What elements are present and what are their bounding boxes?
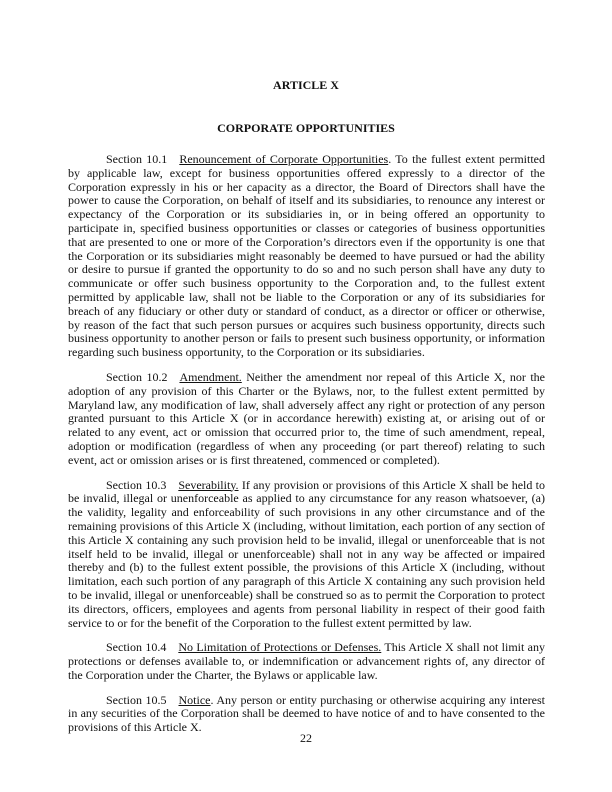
- section-paragraph: [68, 153, 545, 360]
- section-text: This Article X shall not limit any protections or defenses available to, or indemnification or advancement rights of, any director of the Corporation under the Charter, the Bylaws or applicable law.: [68, 640, 545, 682]
- section-heading: Severability.: [178, 477, 239, 492]
- section-paragraph: [68, 371, 545, 468]
- section-text: . Any person or entity purchasing or otherwise acquiring any interest in any securities of the Corporation shall be deemed to have notice of and to have consented to the provisions of this Article X.: [68, 692, 545, 735]
- section-label: Section 10.3: [106, 477, 167, 492]
- section-text: . To the fullest extent permitted by applicable law, except for business opportunities offered expressly to a director of the Corporation expressly in his or her capacity as a director, the Board of Directors shall have the power to cause the Corporation, on behalf of itself and its subsidiaries, to renounce any interest or expectancy of the Corporation or its subsidiaries in, or in being offered an opportunity to participate in, specified business opportunities or classes or categories of business opportunities that are presented to one or more of the Corporation’s directors even if the opportunity is one that the Corporation or its subsidiaries might reasonably be deemed to have pursued or had the ability or desire to pursue if granted the opportunity to do so and no such person shall have any duty to communicate or offer such business opportunity to the Corporation and, to the fullest extent permitted by applicable law, shall not be liable to the Corporation or any of its subsidiaries for breach of any fiduciary or other duty or standard of conduct, as a director or officer or otherwise, by reason of the fact that such person pursues or acquires such business opportunity, directs such business opportunity to another person or fails to present such business opportunity, or information regarding such business opportunity, to the Corporation or its subsidiaries.: [68, 152, 545, 360]
- section-text: If any provision or provisions of this Article X shall be held to be invalid, illegal or unenforceable as applied to any circumstance for any reason whatsoever, (a) the validity, legality and enforceability of such provisions in any other circumstance and of the remaining provisions of this Article X (including, without limitation, each portion of any section of this Article X containing any such provision held to be invalid, illegal or unenforceable that is not itself held to be invalid, illegal or unenforceable) shall not in any way be affected or impaired thereby and (b) to the fullest extent possible, the provisions of this Article X (including, without limitation, each such portion of any paragraph of this Article X containing any such provision held to be invalid, illegal or unenforceable) shall be construed so as to permit the Corporation to protect its directors, officers, employees and agents from personal liability in respect of their good faith service to or for the benefit of the Corporation to the fullest extent permitted by law.: [68, 477, 546, 630]
- section-heading: No Limitation of Protections or Defenses.: [178, 640, 382, 655]
- section-paragraph: [68, 694, 545, 735]
- document-body: [68, 153, 545, 746]
- section-heading: Notice: [178, 692, 211, 707]
- section-paragraph: [68, 641, 545, 682]
- section-text: Neither the amendment nor repeal of this Article X, nor the adoption of any provision of this Charter or the Bylaws, nor, to the fullest extent permitted by Maryland law, any modification of law, shall adversely affect any right or protection of any person granted pursuant to this Article X (or in accordance herewith) existing at, or arising out of or related to any event, act or omission that occurred prior to, the time of such amendment, repeal, adoption or modification (regardless of when any proceeding (or part thereof) relating to such event, act or omission arises or is first threatened, commenced or completed).: [68, 369, 545, 467]
- article-subtitle: CORPORATE OPPORTUNITIES: [217, 121, 395, 135]
- section-heading: Amendment.: [179, 369, 242, 384]
- section-label: Section 10.5: [106, 692, 167, 707]
- section-label: Section 10.4: [106, 640, 167, 655]
- article-title: ARTICLE X: [273, 78, 339, 92]
- section-heading: Renouncement of Corporate Opportunities: [179, 152, 389, 166]
- section-paragraph: [68, 479, 545, 631]
- section-label: Section 10.1: [106, 152, 168, 166]
- section-label: Section 10.2: [106, 369, 168, 384]
- page-number: 22: [300, 731, 312, 745]
